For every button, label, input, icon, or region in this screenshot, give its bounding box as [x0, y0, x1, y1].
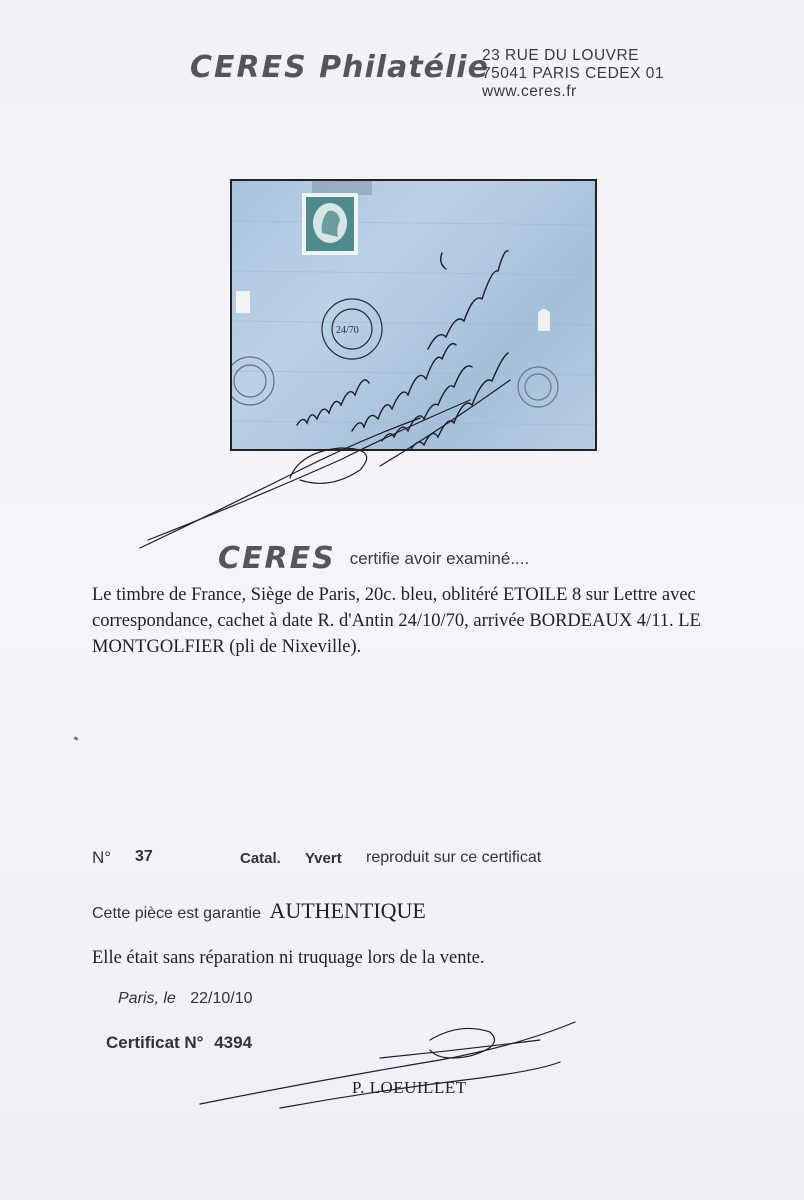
condition-statement: Elle était sans réparation ni truquage lors de la vente.	[92, 948, 485, 968]
website: www.ceres.fr	[482, 83, 577, 100]
certificate-number-label: Certificat N°	[106, 1033, 204, 1052]
number-value: 37	[135, 848, 153, 865]
authentic-value: AUTHENTIQUE	[269, 898, 426, 923]
place-date-line	[118, 990, 253, 1008]
certificate-number-value: 4394	[214, 1033, 253, 1052]
logo-ceres-text: CERES	[190, 50, 308, 85]
catalogue-value: Yvert	[305, 850, 342, 867]
place-label: Paris, le	[118, 990, 176, 1007]
certificate-number-line	[106, 1033, 252, 1053]
cover-photo-drawing	[232, 181, 597, 451]
logo-philatelie-text: Philatélie	[319, 50, 489, 85]
guarantee-text: Cette pièce est garantie	[92, 905, 261, 922]
catalogue-label: Catal.	[240, 850, 281, 867]
stamp-image	[302, 193, 358, 255]
signer-name: P. LOEUILLET	[352, 1078, 467, 1097]
date-value: 22/10/10	[190, 990, 253, 1007]
stamp-description: Le timbre de France, Siège de Paris, 20c. bleu, oblitéré ETOILE 8 sur Lettre avec correspondance, cachet à date R. d'Antin 24/10/70, arrivée BORDEAUX 4/11. LE MONTGOLFIER (pli de Nixeville).	[92, 585, 701, 657]
address-line-2: 75041 PARIS CEDEX 01	[482, 65, 665, 82]
svg-text:24/70: 24/70	[336, 325, 359, 336]
cover-photo	[230, 179, 597, 451]
number-label: N°	[92, 848, 112, 867]
guarantee-line	[92, 898, 426, 924]
certifie-line	[218, 541, 529, 576]
certifie-text: certifie avoir examiné....	[349, 548, 530, 568]
small-mark	[74, 736, 79, 741]
reproduced-text: reproduit sur ce certificat	[366, 849, 542, 866]
address-line-1: 23 RUE DU LOUVRE	[482, 47, 640, 64]
ceres-logo-small: CERES	[218, 541, 336, 576]
company-address	[482, 47, 664, 101]
ceres-philatelie-logo	[190, 50, 489, 85]
